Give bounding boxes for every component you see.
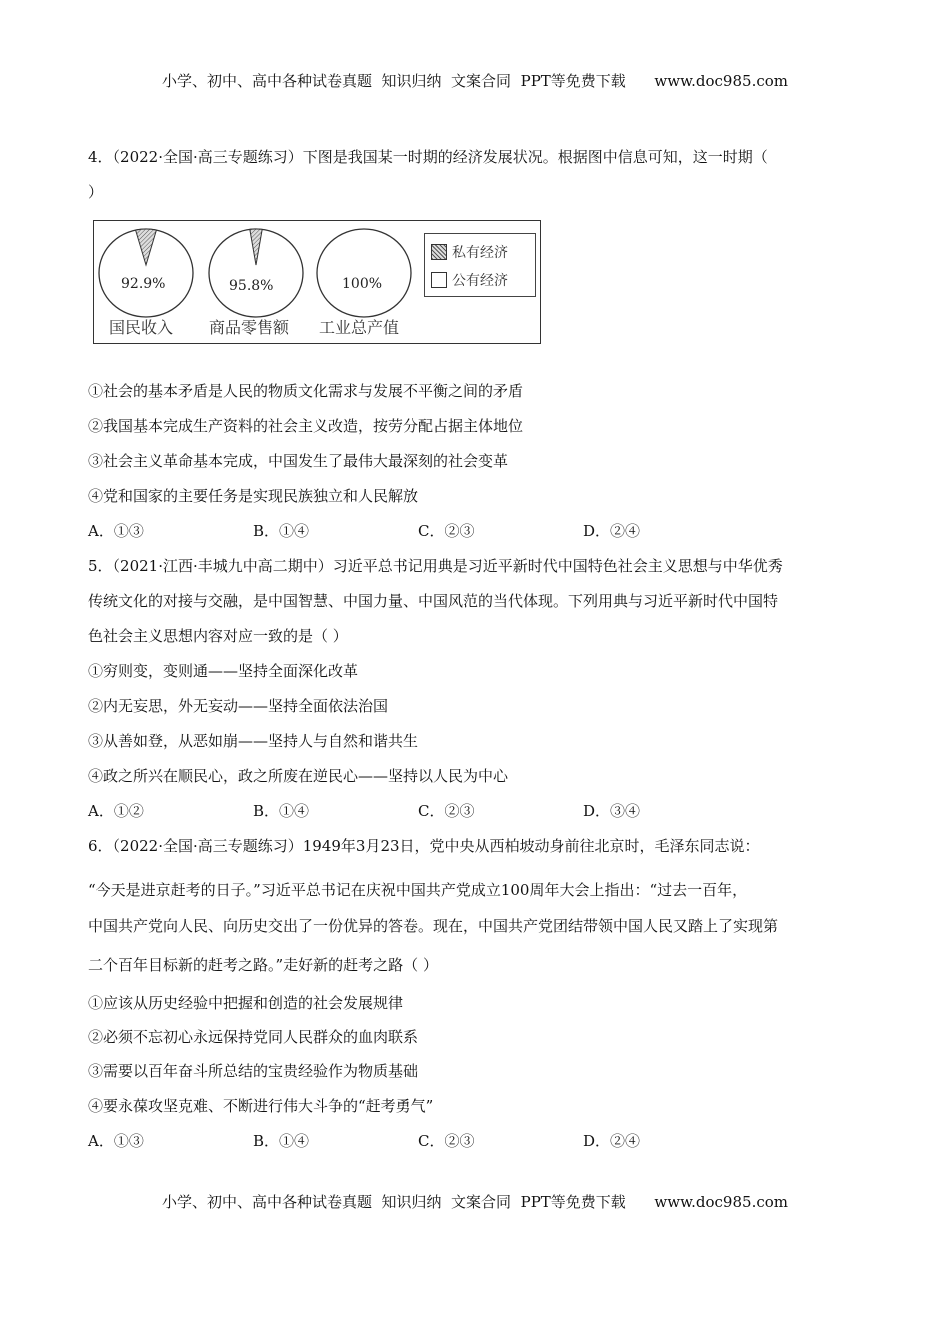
q5-option-c[interactable]: C．②③ [418,802,475,820]
q4-stem-line1: 4．（2022·全国·高三专题练习）下图是我国某一时期的经济发展状况。根据图中信息可知，这一时期（ [88,148,768,166]
q4-item-2: ②我国基本完成生产资料的社会主义改造，按劳分配占据主体地位 [88,417,524,435]
q4-option-b[interactable]: B．①④ [253,522,310,540]
pie-label-1: 国民收入 [109,318,174,337]
q5-option-d[interactable]: D．③④ [583,802,641,820]
q5-item-3: ③从善如登，从恶如崩——坚持人与自然和谐共生 [88,732,419,750]
page-header: 小学、初中、高中各种试卷真题 知识归纳 文案合同 PPT等免费下载 www.doc985.com [161,72,788,90]
q5-option-a[interactable]: A．①② [88,802,144,820]
q5-option-b[interactable]: B．①④ [253,802,310,820]
q4-stem-line2: ） [88,183,104,201]
page-footer: 小学、初中、高中各种试卷真题 知识归纳 文案合同 PPT等免费下载 www.doc985.com [161,1193,788,1211]
q4-option-c[interactable]: C．②③ [418,522,475,540]
q5-item-4: ④政之所兴在顺民心，政之所废在逆民心——坚持以人民为中心 [88,767,509,785]
q6-stem-line4: 二个百年目标新的赶考之路。”走好新的赶考之路（ ） [88,956,438,974]
q6-item-2: ②必须不忘初心永远保持党同人民群众的血肉联系 [88,1028,419,1046]
q5-answers [88,801,748,821]
q6-stem-line1: 6．（2022·全国·高三专题练习）1949年3月23日，党中央从西柏坡动身前往北京时，毛泽东同志说： [88,837,760,855]
q6-item-4: ④要永葆攻坚克难、不断进行伟大斗争的“赶考勇气” [88,1097,434,1115]
hatched-swatch-icon [431,244,447,260]
q4-item-4: ④党和国家的主要任务是实现民族独立和人民解放 [88,487,419,505]
pie-pct-2: 95.8% [229,278,274,294]
q6-option-d[interactable]: D．②④ [583,1132,641,1150]
q5-item-1: ①穷则变，变则通——坚持全面深化改革 [88,662,359,680]
q4-item-3: ③社会主义革命基本完成，中国发生了最伟大最深刻的社会变革 [88,452,509,470]
economy-pie-figure [93,220,541,344]
q6-answers [88,1131,748,1151]
q4-option-a[interactable]: A．①③ [88,522,144,540]
q6-item-1: ①应该从历史经验中把握和创造的社会发展规律 [88,994,404,1012]
q6-option-b[interactable]: B．①④ [253,1132,310,1150]
pie-circle [317,229,411,317]
q4-answers [88,521,748,541]
legend [424,233,536,297]
q5-stem-line1: 5．（2021·江西·丰城九中高二期中）习近平总书记用典是习近平新时代中国特色社会主义思想与中华优秀 [88,557,783,575]
q5-stem-line2: 传统文化的对接与交融，是中国智慧、中国力量、中国风范的当代体现。下列用典与习近平新时代中国特 [88,592,779,610]
q6-option-a[interactable]: A．①③ [88,1132,144,1150]
pie-label-2: 商品零售额 [209,318,290,337]
q4-option-d[interactable]: D．②④ [583,522,641,540]
q5-stem-line3: 色社会主义思想内容对应一致的是（ ） [88,627,348,645]
q5-item-2: ②内无妄思，外无妄动——坚持全面依法治国 [88,697,389,715]
q4-item-1: ①社会的基本矛盾是人民的物质文化需求与发展不平衡之间的矛盾 [88,382,524,400]
pie-pct-1: 92.9% [121,276,166,292]
empty-swatch-icon [431,272,447,288]
q6-stem-line3: 中国共产党向人民、向历史交出了一份优异的答卷。现在，中国共产党团结带领中国人民又踏上了实现第 [88,917,779,935]
q6-item-3: ③需要以百年奋斗所总结的宝贵经验作为物质基础 [88,1062,419,1080]
pie-label-3: 工业总产值 [319,318,400,337]
legend-private: 私有经济 [452,245,508,261]
legend-public: 公有经济 [452,273,508,289]
q6-stem-line2: “今天是进京赶考的日子。”习近平总书记在庆祝中国共产党成立100周年大会上指出：“过去一百年， [88,881,748,899]
q6-option-c[interactable]: C．②③ [418,1132,475,1150]
pie-pct-3: 100% [342,276,383,292]
